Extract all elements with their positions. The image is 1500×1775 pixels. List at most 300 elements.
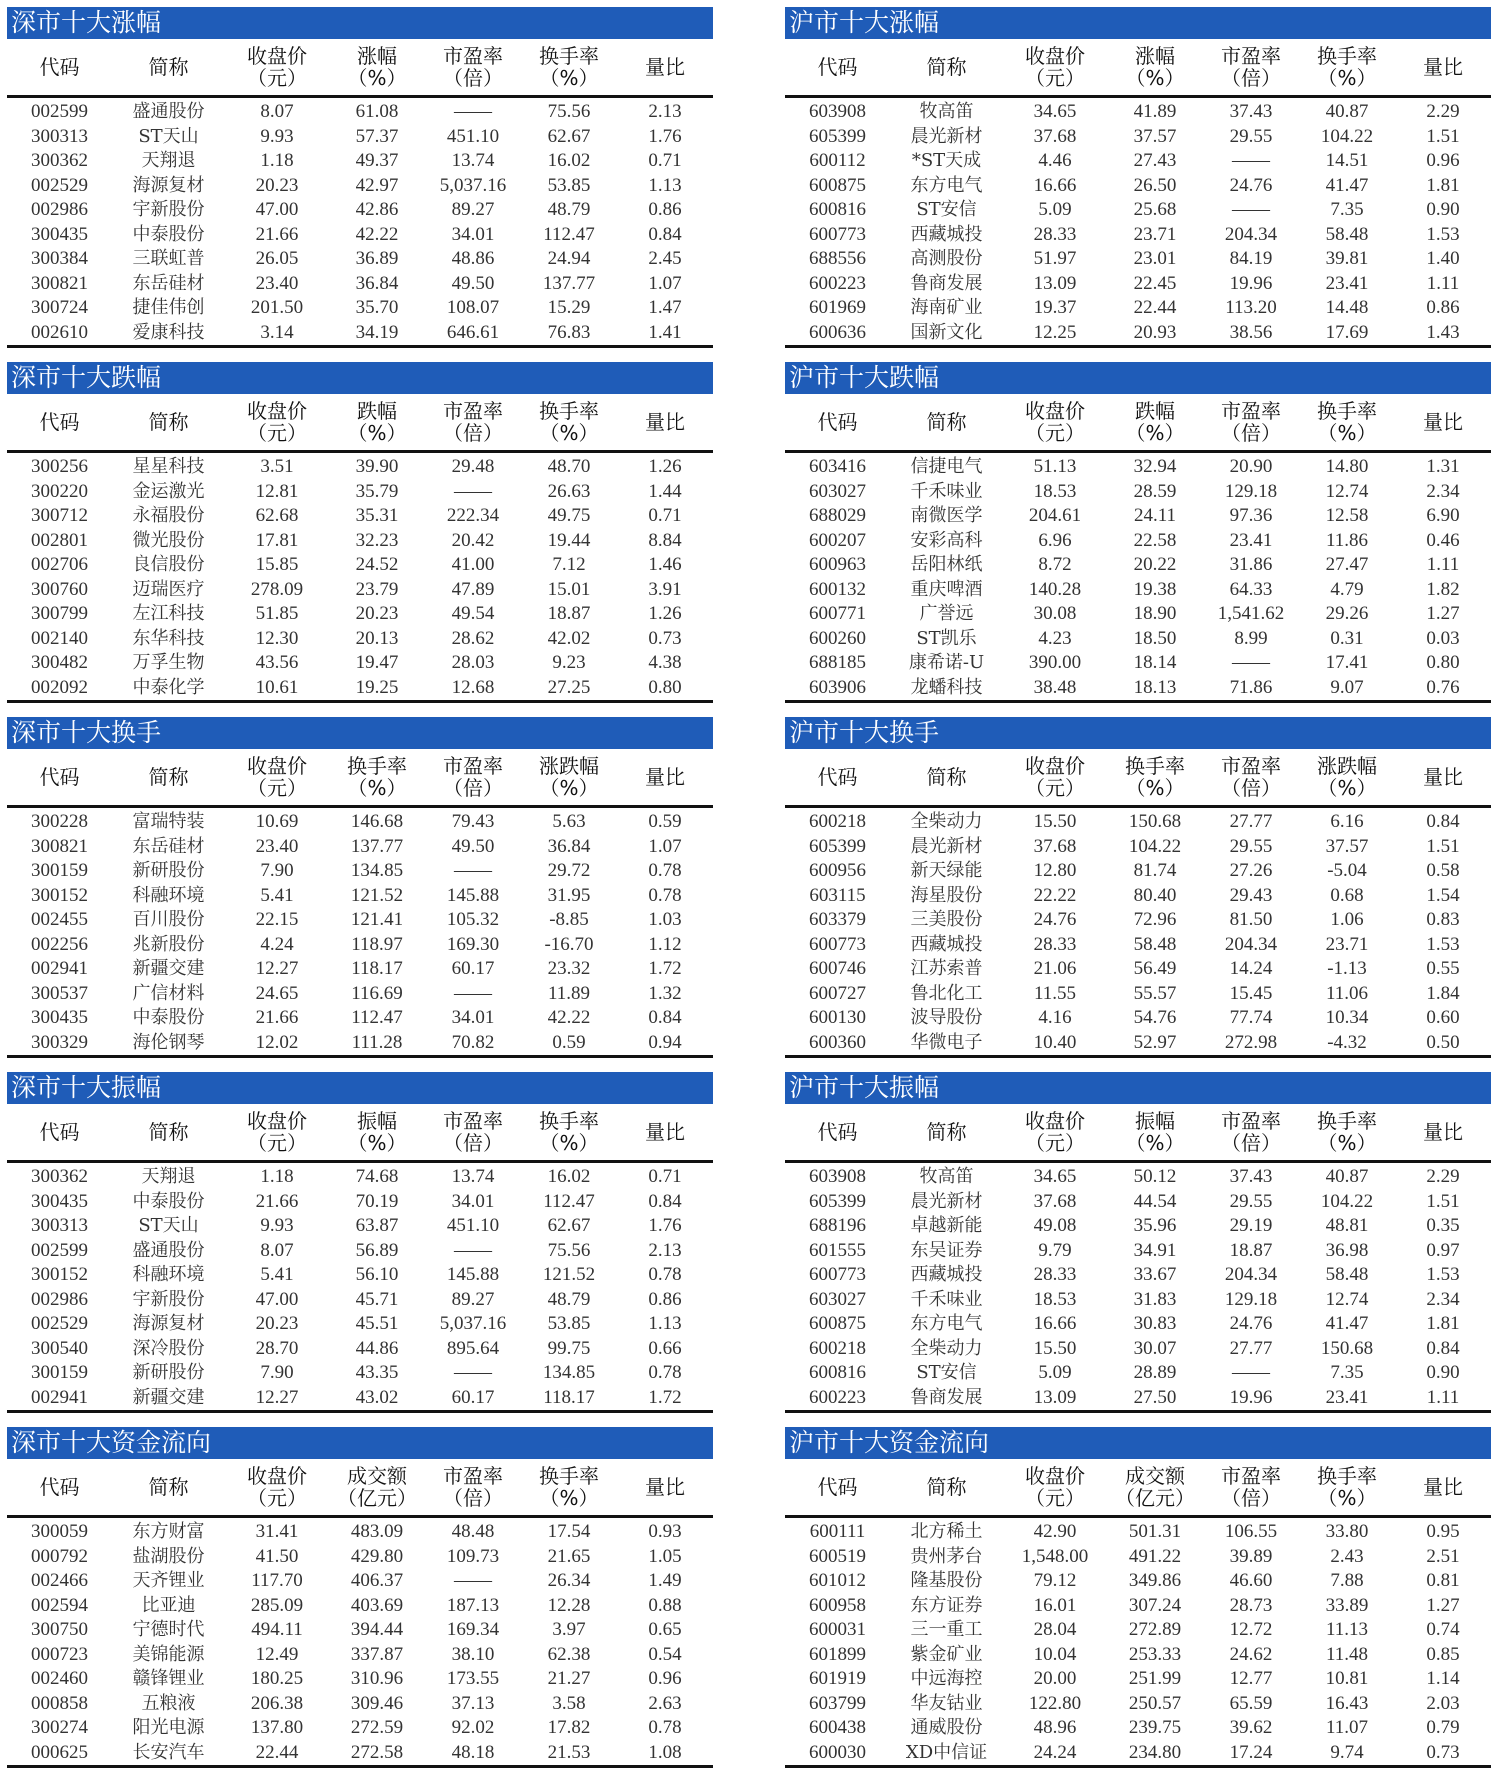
header-line: （%） bbox=[1125, 1131, 1185, 1155]
column-header-volume-ratio bbox=[617, 56, 713, 78]
table-row bbox=[7, 1618, 713, 1643]
cell-rate: 37.57 bbox=[1325, 835, 1369, 857]
cell-rate: 5.63 bbox=[552, 811, 586, 833]
cell-volume-ratio: 0.66 bbox=[648, 1337, 682, 1359]
cell-code: 002610 bbox=[31, 321, 88, 343]
cell-volume-ratio: 0.78 bbox=[648, 1264, 682, 1286]
cell-rate: 14.48 bbox=[1325, 297, 1369, 319]
cell-rate: 21.27 bbox=[547, 1668, 591, 1690]
cell-name: 新疆交建 bbox=[132, 1386, 205, 1408]
column-header-volume-ratio bbox=[1395, 1121, 1491, 1143]
cell-metric: 28.89 bbox=[1133, 1362, 1177, 1384]
cell-name: 五粮液 bbox=[141, 1692, 196, 1714]
cell-rate: 17.41 bbox=[1325, 652, 1369, 674]
cell-volume-ratio: 2.29 bbox=[1426, 101, 1460, 123]
cell-rate: 36.84 bbox=[547, 835, 591, 857]
column-header-name bbox=[112, 1121, 225, 1143]
cell-metric: 403.69 bbox=[350, 1594, 404, 1616]
table-row bbox=[785, 1643, 1491, 1668]
cell-code: 688196 bbox=[809, 1215, 866, 1237]
header-line: （倍） bbox=[1221, 776, 1281, 800]
header-line: 换手率 bbox=[1317, 1464, 1377, 1488]
header-line: 代码 bbox=[39, 55, 80, 79]
cell-pe-ratio: 39.89 bbox=[1229, 1545, 1273, 1567]
cell-rate: 21.65 bbox=[547, 1545, 591, 1567]
cell-pe-ratio: 187.13 bbox=[446, 1594, 500, 1616]
cell-volume-ratio: 0.81 bbox=[1426, 1570, 1460, 1592]
cell-close-price: 16.66 bbox=[1033, 174, 1077, 196]
header-line: 收盘价 bbox=[247, 399, 307, 423]
table-row bbox=[785, 247, 1491, 272]
cell-pe-ratio: 24.76 bbox=[1229, 174, 1273, 196]
cell-volume-ratio: 0.73 bbox=[1426, 1741, 1460, 1763]
cell-code: 600773 bbox=[809, 223, 866, 245]
cell-volume-ratio: 0.90 bbox=[1426, 1362, 1460, 1384]
cell-close-price: 7.90 bbox=[260, 860, 294, 882]
cell-rate: 62.38 bbox=[547, 1643, 591, 1665]
cell-volume-ratio: 0.84 bbox=[1426, 1337, 1460, 1359]
cell-pe-ratio: 27.26 bbox=[1229, 860, 1273, 882]
header-line: 量比 bbox=[1423, 55, 1463, 79]
cell-code: 603027 bbox=[809, 1288, 866, 1310]
header-line: 简称 bbox=[926, 765, 967, 789]
cell-code: 300724 bbox=[31, 297, 88, 319]
header-line: （元） bbox=[1025, 421, 1085, 445]
cell-volume-ratio: 1.51 bbox=[1426, 125, 1460, 147]
cell-metric: 33.67 bbox=[1133, 1264, 1177, 1286]
cell-name: 东岳硅材 bbox=[132, 835, 205, 857]
cell-name: 新研股份 bbox=[132, 860, 205, 882]
cell-rate: 11.13 bbox=[1325, 1619, 1369, 1641]
cell-metric: 307.24 bbox=[1128, 1594, 1182, 1616]
cell-pe-ratio: 31.86 bbox=[1229, 554, 1273, 576]
cell-pe-ratio: 49.50 bbox=[451, 835, 495, 857]
table-row bbox=[7, 125, 713, 150]
cell-pe-ratio: 204.34 bbox=[1224, 223, 1278, 245]
header-line: （%） bbox=[1317, 421, 1377, 445]
cell-name: 金运激光 bbox=[132, 480, 205, 502]
column-header-pe-ratio bbox=[425, 45, 521, 89]
column-header-pe-ratio bbox=[425, 755, 521, 799]
cell-close-price: 201.50 bbox=[250, 297, 304, 319]
cell-metric: 28.59 bbox=[1133, 480, 1177, 502]
column-header-code bbox=[785, 56, 890, 78]
cell-volume-ratio: 0.86 bbox=[648, 1288, 682, 1310]
cell-name: 永福股份 bbox=[132, 505, 205, 527]
table-row bbox=[785, 835, 1491, 860]
cell-code: 300274 bbox=[31, 1717, 88, 1739]
column-header-close-price bbox=[1003, 1110, 1107, 1154]
cell-code: 300435 bbox=[31, 1007, 88, 1029]
table-title: 深市十大换手 bbox=[7, 717, 713, 749]
cell-volume-ratio: 0.59 bbox=[648, 811, 682, 833]
table-row bbox=[7, 223, 713, 248]
table-row bbox=[785, 100, 1491, 125]
cell-pe-ratio: 20.90 bbox=[1229, 456, 1273, 478]
cell-close-price: 19.37 bbox=[1033, 297, 1077, 319]
header-line: 简称 bbox=[148, 410, 189, 434]
table-row bbox=[785, 198, 1491, 223]
cell-pe-ratio: 113.20 bbox=[1225, 297, 1277, 319]
table-header bbox=[7, 1459, 713, 1518]
table-row bbox=[785, 1312, 1491, 1337]
cell-code: 300362 bbox=[31, 150, 88, 172]
cell-pe-ratio: 169.34 bbox=[446, 1619, 500, 1641]
header-line: 成交额 bbox=[347, 1464, 407, 1488]
cell-close-price: 8.07 bbox=[260, 101, 294, 123]
cell-volume-ratio: 1.84 bbox=[1426, 982, 1460, 1004]
cell-close-price: 4.23 bbox=[1038, 627, 1072, 649]
cell-close-price: 15.50 bbox=[1033, 1337, 1077, 1359]
cell-code: 688556 bbox=[809, 248, 866, 270]
cell-metric: 35.70 bbox=[355, 297, 399, 319]
column-header-code bbox=[785, 1476, 890, 1498]
cell-name: 新疆交建 bbox=[132, 958, 205, 980]
cell-name: 波导股份 bbox=[910, 1007, 983, 1029]
cell-pe-ratio: 70.82 bbox=[451, 1031, 495, 1053]
cell-close-price: 6.96 bbox=[1038, 529, 1072, 551]
cell-code: 002140 bbox=[31, 627, 88, 649]
header-line: （元） bbox=[247, 1131, 307, 1155]
table-row bbox=[7, 1165, 713, 1190]
cell-name: 星星科技 bbox=[132, 456, 205, 478]
cell-close-price: 20.00 bbox=[1033, 1668, 1077, 1690]
header-line: （%） bbox=[347, 1131, 407, 1155]
cell-name: ST天山 bbox=[138, 125, 199, 147]
ranking-table bbox=[785, 1072, 1491, 1417]
table-row bbox=[785, 1337, 1491, 1362]
cell-close-price: 37.68 bbox=[1033, 1190, 1077, 1212]
cell-volume-ratio: 2.13 bbox=[648, 101, 682, 123]
header-line: 量比 bbox=[1423, 410, 1463, 434]
cell-code: 601899 bbox=[809, 1643, 866, 1665]
cell-pe-ratio: 34.01 bbox=[451, 1190, 495, 1212]
cell-pe-ratio: —— bbox=[454, 1570, 492, 1592]
cell-metric: 81.74 bbox=[1133, 860, 1177, 882]
cell-pe-ratio: 48.86 bbox=[451, 248, 495, 270]
cell-name: 中泰化学 bbox=[132, 676, 205, 698]
column-header-metric bbox=[1107, 45, 1203, 89]
cell-volume-ratio: 0.79 bbox=[1426, 1717, 1460, 1739]
cell-volume-ratio: 1.08 bbox=[648, 1741, 682, 1763]
cell-metric: 42.86 bbox=[355, 199, 399, 221]
table-row bbox=[7, 627, 713, 652]
cell-name: 天翔退 bbox=[141, 1166, 196, 1188]
cell-volume-ratio: 1.40 bbox=[1426, 248, 1460, 270]
cell-metric: 44.86 bbox=[355, 1337, 399, 1359]
cell-rate: 121.52 bbox=[542, 1264, 596, 1286]
cell-code: 600636 bbox=[809, 321, 866, 343]
cell-code: 002256 bbox=[31, 933, 88, 955]
cell-name: 阳光电源 bbox=[132, 1717, 205, 1739]
header-line: 换手率 bbox=[1125, 754, 1185, 778]
cell-pe-ratio: 79.43 bbox=[451, 811, 495, 833]
cell-rate: 21.53 bbox=[547, 1741, 591, 1763]
cell-close-price: 7.90 bbox=[260, 1362, 294, 1384]
column-header-close-price bbox=[225, 1465, 329, 1509]
table-title: 沪市十大振幅 bbox=[785, 1072, 1491, 1104]
cell-pe-ratio: 48.48 bbox=[451, 1521, 495, 1543]
cell-close-price: 285.09 bbox=[250, 1594, 304, 1616]
cell-volume-ratio: 0.78 bbox=[648, 860, 682, 882]
cell-code: 300313 bbox=[31, 125, 88, 147]
cell-rate: 11.48 bbox=[1325, 1643, 1369, 1665]
cell-pe-ratio: 49.50 bbox=[451, 272, 495, 294]
table-row bbox=[785, 296, 1491, 321]
cell-volume-ratio: 0.50 bbox=[1426, 1031, 1460, 1053]
table-row bbox=[7, 982, 713, 1007]
cell-close-price: 12.49 bbox=[255, 1643, 299, 1665]
header-line: 量比 bbox=[1423, 1120, 1463, 1144]
cell-volume-ratio: 0.94 bbox=[648, 1031, 682, 1053]
header-line: （%） bbox=[1317, 1131, 1377, 1155]
cell-metric: 104.22 bbox=[1128, 835, 1182, 857]
cell-close-price: 3.51 bbox=[260, 456, 294, 478]
cell-code: 600207 bbox=[809, 529, 866, 551]
header-line: 涨跌幅 bbox=[539, 754, 599, 778]
table-row bbox=[785, 602, 1491, 627]
header-line: （倍） bbox=[443, 1486, 503, 1510]
cell-close-price: 4.24 bbox=[260, 933, 294, 955]
header-line: 换手率 bbox=[539, 1109, 599, 1133]
cell-rate: 48.81 bbox=[1325, 1215, 1369, 1237]
cell-metric: 134.85 bbox=[350, 860, 404, 882]
cell-volume-ratio: 1.11 bbox=[1426, 554, 1460, 576]
cell-code: 601012 bbox=[809, 1570, 866, 1592]
cell-pe-ratio: 60.17 bbox=[451, 1386, 495, 1408]
cell-rate: -8.85 bbox=[549, 909, 589, 931]
table-header bbox=[785, 1459, 1491, 1518]
header-line: （倍） bbox=[1221, 1131, 1281, 1155]
cell-rate: 12.58 bbox=[1325, 505, 1369, 527]
cell-metric: 20.93 bbox=[1133, 321, 1177, 343]
cell-pe-ratio: 17.24 bbox=[1229, 1741, 1273, 1763]
table-header bbox=[785, 1104, 1491, 1163]
header-line: （亿元） bbox=[1115, 1486, 1195, 1510]
cell-volume-ratio: 1.12 bbox=[648, 933, 682, 955]
cell-name: 千禾味业 bbox=[910, 1288, 983, 1310]
header-line: 收盘价 bbox=[1025, 399, 1085, 423]
header-line: 代码 bbox=[39, 1475, 80, 1499]
cell-rate: 40.87 bbox=[1325, 101, 1369, 123]
cell-metric: 18.50 bbox=[1133, 627, 1177, 649]
cell-code: 300059 bbox=[31, 1521, 88, 1543]
cell-volume-ratio: 0.78 bbox=[648, 884, 682, 906]
table-row bbox=[785, 1263, 1491, 1288]
cell-metric: 45.51 bbox=[355, 1313, 399, 1335]
cell-close-price: 20.23 bbox=[255, 1313, 299, 1335]
cell-pe-ratio: 64.33 bbox=[1229, 578, 1273, 600]
column-header-pe-ratio bbox=[1203, 1465, 1299, 1509]
cell-pe-ratio: —— bbox=[1232, 199, 1270, 221]
cell-code: 300821 bbox=[31, 835, 88, 857]
cell-pe-ratio: 895.64 bbox=[446, 1337, 500, 1359]
cell-name: 宇新股份 bbox=[132, 1288, 205, 1310]
cell-volume-ratio: 0.55 bbox=[1426, 958, 1460, 980]
cell-close-price: 79.12 bbox=[1033, 1570, 1077, 1592]
header-line: 跌幅 bbox=[357, 399, 397, 423]
cell-volume-ratio: 0.71 bbox=[648, 150, 682, 172]
cell-name: 江苏索普 bbox=[910, 958, 983, 980]
cell-name: 广信材料 bbox=[132, 982, 205, 1004]
header-line: 换手率 bbox=[539, 1464, 599, 1488]
header-line: 收盘价 bbox=[1025, 1109, 1085, 1133]
table-row bbox=[785, 1214, 1491, 1239]
cell-volume-ratio: 1.46 bbox=[648, 554, 682, 576]
table-row bbox=[785, 933, 1491, 958]
header-line: （元） bbox=[1025, 66, 1085, 90]
cell-metric: 491.22 bbox=[1128, 1545, 1182, 1567]
header-line: 简称 bbox=[926, 1120, 967, 1144]
cell-pe-ratio: 129.18 bbox=[1224, 480, 1278, 502]
cell-pe-ratio: 19.96 bbox=[1229, 1386, 1273, 1408]
table-row bbox=[785, 272, 1491, 297]
cell-volume-ratio: 2.34 bbox=[1426, 1288, 1460, 1310]
cell-rate: 49.75 bbox=[547, 505, 591, 527]
cell-metric: 118.97 bbox=[351, 933, 403, 955]
cell-rate: 137.77 bbox=[542, 272, 596, 294]
cell-pe-ratio: 5,037.16 bbox=[439, 1313, 507, 1335]
cell-rate: -5.04 bbox=[1327, 860, 1367, 882]
header-line: 市盈率 bbox=[1221, 44, 1281, 68]
table-row bbox=[7, 1716, 713, 1741]
table-header bbox=[7, 394, 713, 453]
cell-code: 300435 bbox=[31, 223, 88, 245]
cell-metric: 394.44 bbox=[350, 1619, 404, 1641]
cell-volume-ratio: 0.35 bbox=[1426, 1215, 1460, 1237]
cell-metric: 20.23 bbox=[355, 603, 399, 625]
cell-name: 捷佳伟创 bbox=[132, 297, 205, 319]
cell-name: 全柴动力 bbox=[910, 811, 983, 833]
cell-pe-ratio: 451.10 bbox=[446, 125, 500, 147]
cell-rate: 41.47 bbox=[1325, 1313, 1369, 1335]
cell-code: 600132 bbox=[809, 578, 866, 600]
cell-code: 600260 bbox=[809, 627, 866, 649]
cell-volume-ratio: 0.80 bbox=[1426, 652, 1460, 674]
cell-pe-ratio: 19.96 bbox=[1229, 272, 1273, 294]
table-row bbox=[7, 1006, 713, 1031]
cell-rate: 17.54 bbox=[547, 1521, 591, 1543]
header-line: 代码 bbox=[817, 55, 858, 79]
cell-close-price: 51.13 bbox=[1033, 456, 1077, 478]
cell-rate: 40.87 bbox=[1325, 1166, 1369, 1188]
table-row bbox=[7, 578, 713, 603]
cell-code: 002529 bbox=[31, 1313, 88, 1335]
table-row bbox=[785, 1741, 1491, 1766]
table-header bbox=[7, 39, 713, 98]
cell-pe-ratio: 38.10 bbox=[451, 1643, 495, 1665]
cell-name: 天翔退 bbox=[141, 150, 196, 172]
cell-close-price: 12.30 bbox=[255, 627, 299, 649]
cell-code: 603379 bbox=[809, 909, 866, 931]
column-header-volume-ratio bbox=[1395, 56, 1491, 78]
header-line: （%） bbox=[539, 66, 599, 90]
cell-close-price: 204.61 bbox=[1028, 505, 1082, 527]
cell-rate: 9.74 bbox=[1330, 1741, 1364, 1763]
header-line: 量比 bbox=[645, 410, 685, 434]
cell-volume-ratio: 1.72 bbox=[648, 1386, 682, 1408]
cell-name: 全柴动力 bbox=[910, 1337, 983, 1359]
column-header-metric bbox=[1107, 755, 1203, 799]
cell-metric: 42.22 bbox=[355, 223, 399, 245]
ranking-table bbox=[7, 362, 713, 707]
cell-name: ST安信 bbox=[916, 1362, 977, 1384]
cell-pe-ratio: 29.55 bbox=[1229, 835, 1273, 857]
cell-close-price: 28.70 bbox=[255, 1337, 299, 1359]
column-header-rate bbox=[521, 45, 617, 89]
header-line: 市盈率 bbox=[443, 1464, 503, 1488]
cell-volume-ratio: 1.44 bbox=[648, 480, 682, 502]
header-line: （%） bbox=[1125, 776, 1185, 800]
cell-code: 600031 bbox=[809, 1619, 866, 1641]
cell-code: 300159 bbox=[31, 1362, 88, 1384]
cell-pe-ratio: 37.13 bbox=[451, 1692, 495, 1714]
cell-volume-ratio: 0.03 bbox=[1426, 627, 1460, 649]
cell-code: 600112 bbox=[809, 150, 866, 172]
table-row bbox=[7, 859, 713, 884]
cell-volume-ratio: 0.83 bbox=[1426, 909, 1460, 931]
table-title: 沪市十大换手 bbox=[785, 717, 1491, 749]
header-line: （%） bbox=[1317, 1486, 1377, 1510]
cell-metric: 26.50 bbox=[1133, 174, 1177, 196]
ranking-table bbox=[7, 717, 713, 1062]
cell-name: 牧高笛 bbox=[919, 1166, 974, 1188]
cell-name: 中泰股份 bbox=[132, 1190, 205, 1212]
cell-rate: 16.43 bbox=[1325, 1692, 1369, 1714]
cell-metric: 272.59 bbox=[350, 1717, 404, 1739]
cell-pe-ratio: 29.19 bbox=[1229, 1215, 1273, 1237]
cell-close-price: 5.09 bbox=[1038, 199, 1072, 221]
cell-pe-ratio: 29.55 bbox=[1229, 1190, 1273, 1212]
cell-volume-ratio: 0.54 bbox=[648, 1643, 682, 1665]
cell-code: 002594 bbox=[31, 1594, 88, 1616]
cell-name: 迈瑞医疗 bbox=[132, 578, 205, 600]
table-header bbox=[7, 749, 713, 808]
cell-metric: 35.96 bbox=[1133, 1215, 1177, 1237]
cell-code: 601919 bbox=[809, 1668, 866, 1690]
column-header-rate bbox=[1299, 45, 1395, 89]
table-row bbox=[785, 1716, 1491, 1741]
cell-close-price: 15.85 bbox=[255, 554, 299, 576]
cell-code: 603115 bbox=[809, 884, 866, 906]
cell-metric: 272.89 bbox=[1128, 1619, 1182, 1641]
cell-rate: 42.22 bbox=[547, 1007, 591, 1029]
cell-name: 北方稀土 bbox=[910, 1521, 983, 1543]
table-title: 沪市十大涨幅 bbox=[785, 7, 1491, 39]
cell-rate: 42.02 bbox=[547, 627, 591, 649]
cell-rate: 75.56 bbox=[547, 101, 591, 123]
table-row bbox=[785, 957, 1491, 982]
column-header-pe-ratio bbox=[1203, 1110, 1299, 1154]
cell-volume-ratio: 1.53 bbox=[1426, 933, 1460, 955]
cell-close-price: 34.65 bbox=[1033, 101, 1077, 123]
header-line: 收盘价 bbox=[247, 1464, 307, 1488]
cell-metric: 23.79 bbox=[355, 578, 399, 600]
cell-close-price: 390.00 bbox=[1028, 652, 1082, 674]
cell-metric: 23.01 bbox=[1133, 248, 1177, 270]
column-header-pe-ratio bbox=[1203, 400, 1299, 444]
table-row bbox=[7, 100, 713, 125]
cell-metric: 250.57 bbox=[1128, 1692, 1182, 1714]
cell-pe-ratio: 49.54 bbox=[451, 603, 495, 625]
cell-volume-ratio: 0.88 bbox=[648, 1594, 682, 1616]
cell-metric: 32.23 bbox=[355, 529, 399, 551]
cell-rate: 14.51 bbox=[1325, 150, 1369, 172]
cell-rate: 53.85 bbox=[547, 1313, 591, 1335]
header-line: 换手率 bbox=[539, 44, 599, 68]
cell-metric: 49.37 bbox=[355, 150, 399, 172]
cell-volume-ratio: 1.49 bbox=[648, 1570, 682, 1592]
